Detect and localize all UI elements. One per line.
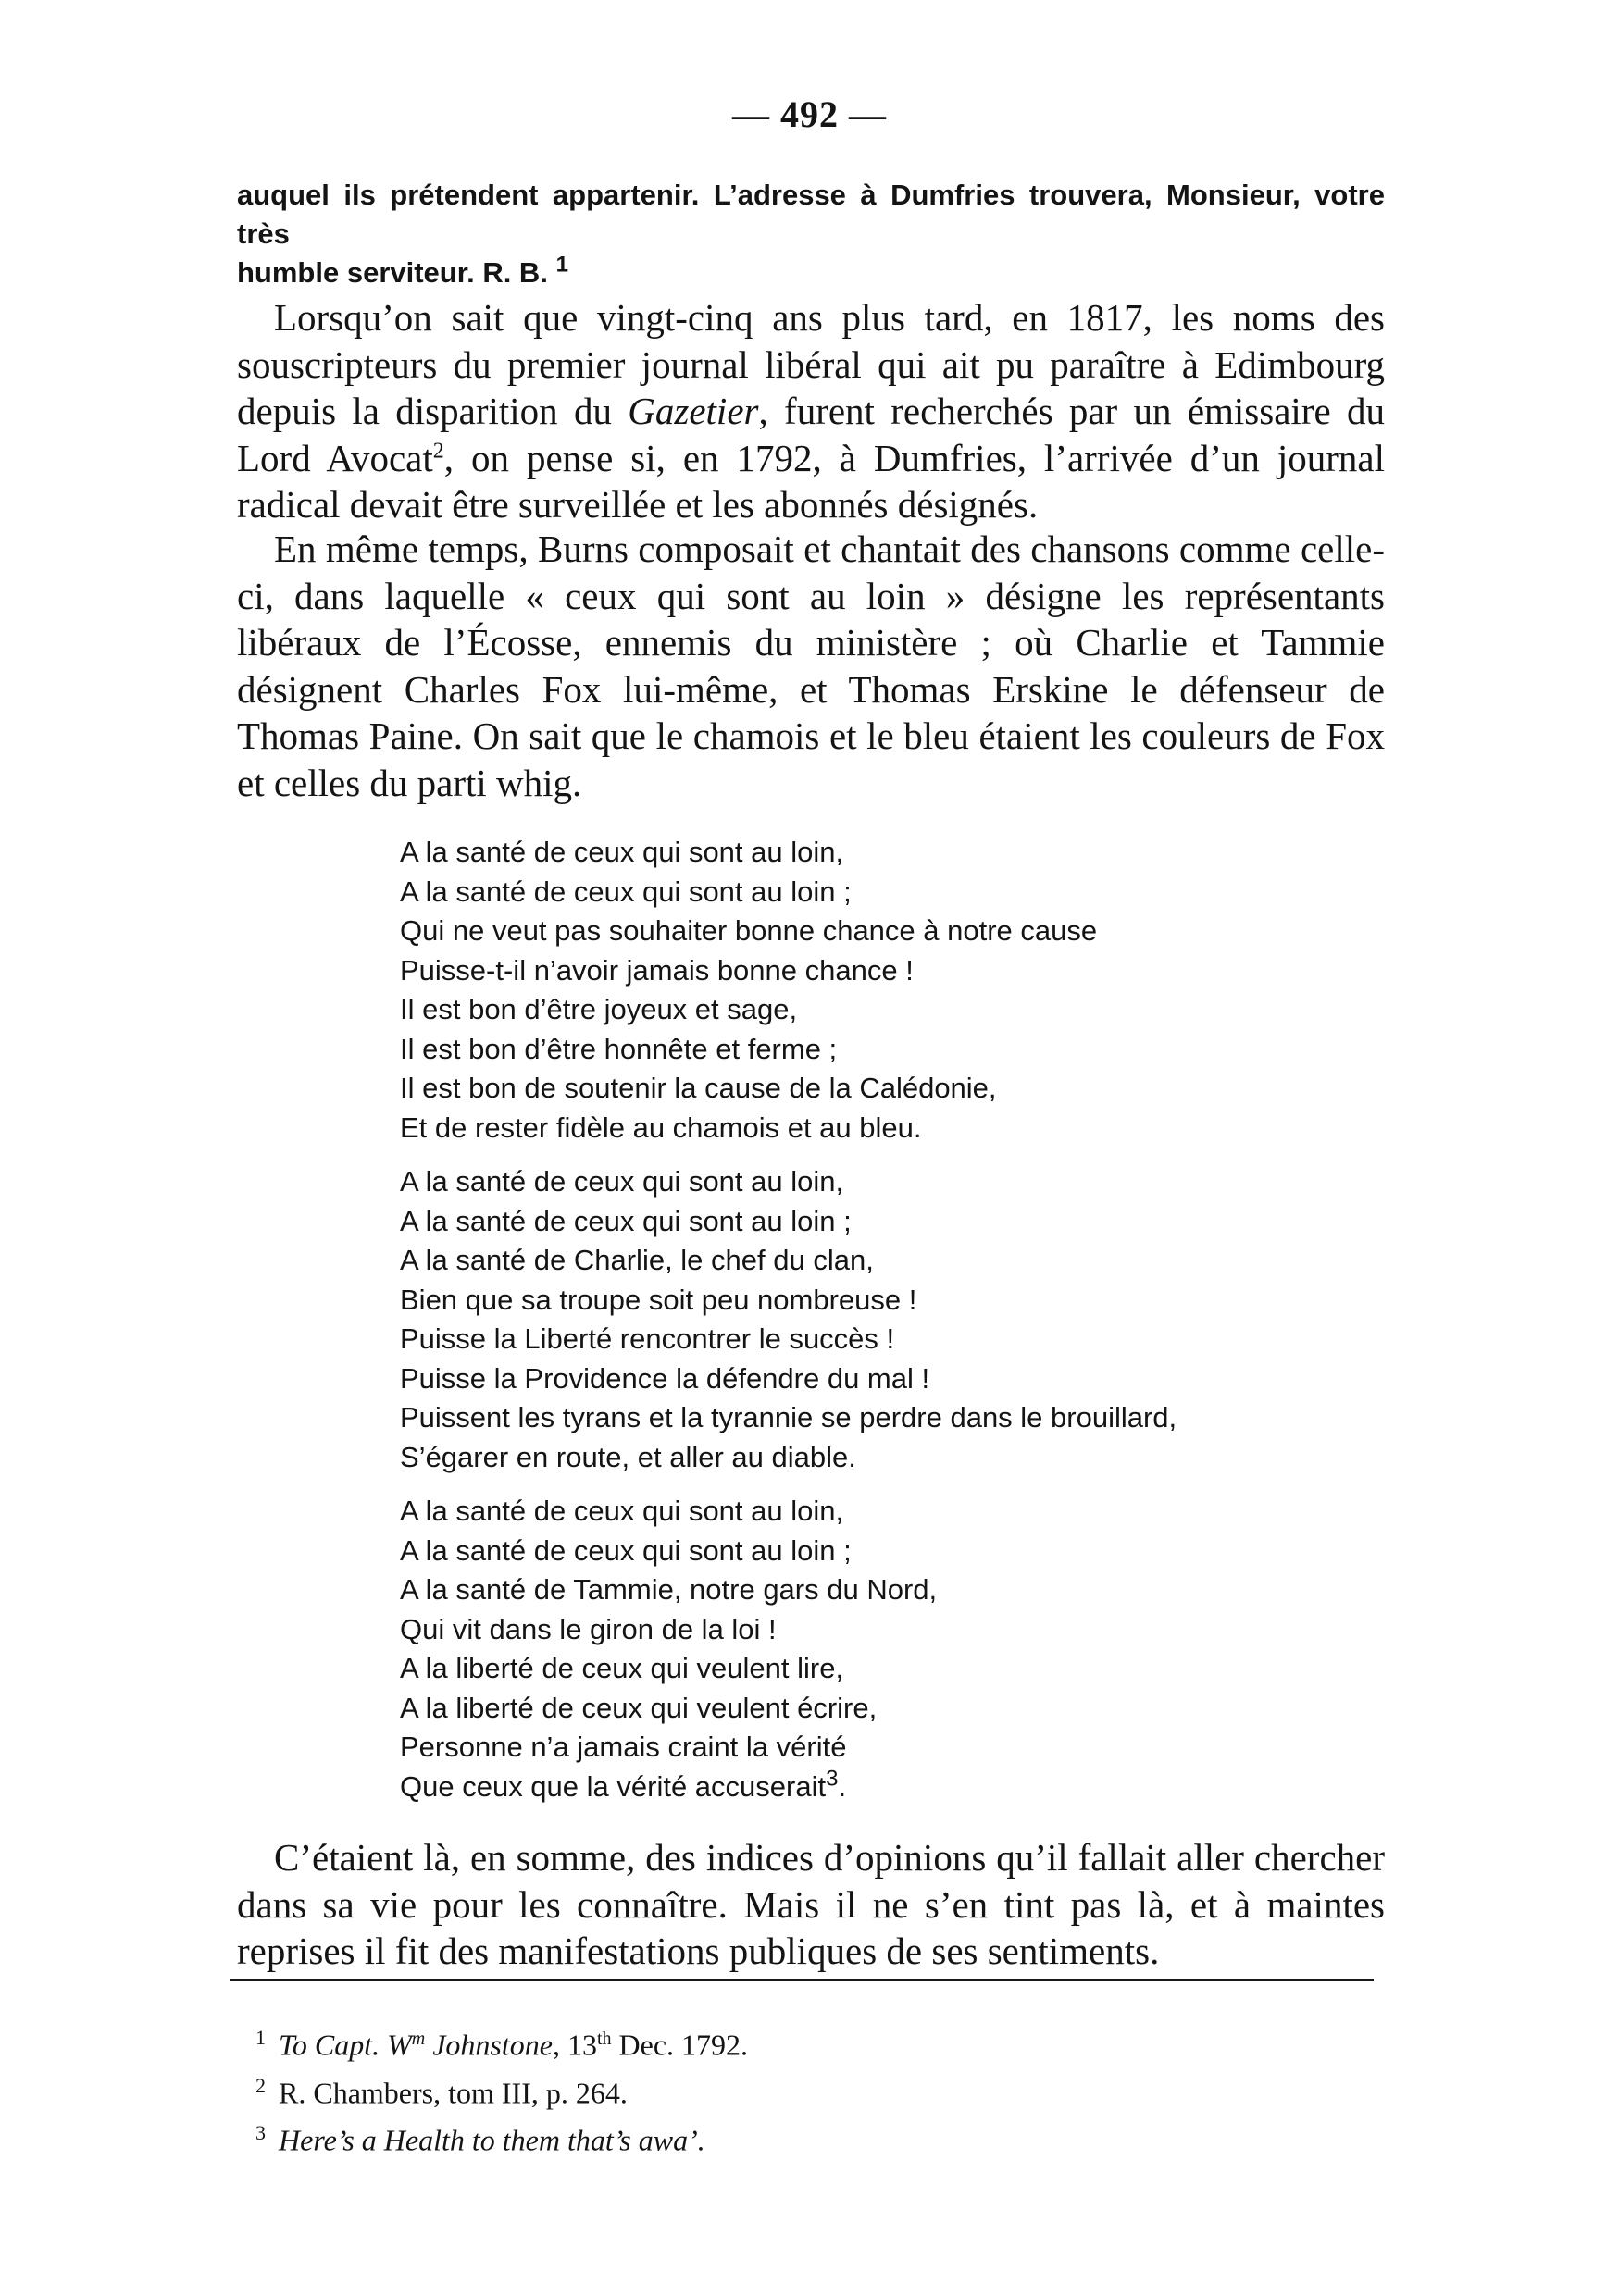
poem-line-text: Que ceux que la vérité accuserait (400, 1769, 827, 1803)
poem-line: Puissent les tyrans et la tyrannie se perdre dans le brouillard, (400, 1401, 1177, 1433)
poem-line: A la santé de Tammie, notre gars du Nord, (400, 1573, 938, 1606)
letter-closing-signature: humble serviteur. R. B. (237, 256, 548, 289)
poem-line: A la santé de ceux qui sont au loin, (400, 1495, 844, 1527)
footnote-ref-1: 1 (555, 252, 568, 278)
poem-line: Personne n’a jamais craint la vérité (400, 1731, 847, 1763)
poem-line: Il est bon d’être joyeux et sage, (400, 993, 798, 1025)
poem-line: Puisse la Providence la défendre du mal ! (400, 1361, 930, 1395)
paragraph-3-text: C’étaient là, en somme, des indices d’opinions qu’il fallait aller chercher dans sa vie pour les connaître. Mais il ne s’en tint pas là, et à maintes reprises il fit des manifestations publiques de ses sentiments. (237, 1836, 1385, 1972)
poem-stanza-1 (400, 833, 1381, 1148)
poem-line: Qui ne veut pas souhaiter bonne chance à notre cause (400, 914, 1098, 947)
paragraph-1-part-2: , furent recherchés par un émissaire du Lord Avocat (237, 390, 1385, 479)
poem-line: A la santé de ceux qui sont au loin ; (400, 1204, 852, 1237)
poem-stanza-3 (400, 1492, 1381, 1806)
poem-line: Qui vit dans le giron de la loi ! (400, 1612, 777, 1645)
poem-line: A la santé de ceux qui sont au loin, (400, 1165, 844, 1198)
footnote-1-italic-2: Johnstone (425, 2028, 553, 2062)
footnote-1 (255, 2017, 1274, 2066)
footnote-number: 3 (255, 2121, 266, 2145)
page-number: — 492 — (732, 93, 887, 135)
paragraph-2-text: En même temps, Burns composait et chantait des chansons comme celle-ci, dans laquelle « ceux qui sont au loin » désigne les représentants libéraux de l’Écosse, ennemis du ministère ; où Charlie et Tammie désignent Charles Fox lui-même, et Thomas Erskine le défenseur de Thomas Paine. On sait que le chamois et le bleu étaient les couleurs de Fox et celles du parti whig. (237, 527, 1385, 804)
poem-line: A la santé de ceux qui sont au loin ; (400, 1533, 852, 1567)
paragraph-1-text (237, 294, 1385, 528)
poem-line: Et de rester fidèle au chamois et au bleu. (400, 1111, 922, 1144)
paragraph-1-part-3: , on pense si, en 1792, à Dumfries, l’arrivée d’un journal radical devait être surveillée et les abonnés désignés. (237, 436, 1385, 526)
poem-line: Il est bon d’être honnête et ferme ; (400, 1032, 838, 1065)
footnote-2 (255, 2066, 1274, 2114)
poem-line: A la santé de Charlie, le chef du clan, (400, 1244, 874, 1276)
paragraph-1-part-1: Lorsqu’on sait que vingt-cinq ans plus tard, en 1817, les noms des souscripteurs du premier journal libéral qui ait pu paraître à Edimbourg depuis la disparition du (237, 296, 1385, 432)
footnote-2-text: R. Chambers, tom III, p. 264. (279, 2076, 628, 2110)
footnote-ref-3: 3 (826, 1766, 839, 1792)
gazetier-title: Gazetier (628, 390, 759, 432)
footnote-number: 1 (255, 2026, 266, 2049)
poem-line: A la liberté de ceux qui veulent lire, (400, 1652, 844, 1684)
poem-line: Il est bon de soutenir la cause de la Calédonie, (400, 1072, 997, 1104)
poem-line: Bien que sa troupe soit peu nombreuse ! (400, 1283, 917, 1316)
paragraph-2 (237, 526, 1385, 806)
poem-line-last: Que ceux que la vérité accuserait$^3$. (400, 1766, 847, 1803)
poem-line: A la santé de ceux qui sont au loin ; (400, 875, 852, 908)
footnote-number: 2 (255, 2073, 266, 2097)
letter-closing-line-2 (237, 254, 1385, 292)
paragraph-1 (237, 294, 1385, 528)
footnote-1-text-2: Dec. 1792. (611, 2028, 749, 2062)
footnote-ref-2: 2 (432, 438, 444, 463)
footnotes (255, 2017, 1274, 2161)
footnote-1-superscript: m (411, 2029, 426, 2049)
footnote-1-italic: To Capt. W (279, 2028, 412, 2062)
poem-line: A la liberté de ceux qui veulent écrire, (400, 1691, 878, 1724)
footnote-1-text: , 13 (552, 2028, 597, 2062)
footnote-3-italic: Here’s a Health to them that’s awa’. (279, 2123, 705, 2157)
letter-closing (237, 176, 1385, 292)
footnote-1-superscript-2: th (596, 2029, 612, 2049)
poem-stanza-2 (400, 1162, 1381, 1477)
poem-line: Puisse la Liberté rencontrer le succès ! (400, 1322, 895, 1355)
poem-line: S’égarer en route, et aller au diable. (400, 1440, 856, 1473)
paragraph-3 (237, 1834, 1385, 1975)
footnote-divider (230, 1979, 1374, 1981)
poem-line: Puisse-t-il n’avoir jamais bonne chance ! (400, 953, 914, 987)
poem-line: A la santé de ceux qui sont au loin, (400, 836, 844, 868)
letter-closing-line-1: auquel ils prétendent appartenir. L’adresse à Dumfries trouvera, Monsieur, votre très (237, 179, 1385, 250)
footnote-3 (255, 2113, 1274, 2161)
